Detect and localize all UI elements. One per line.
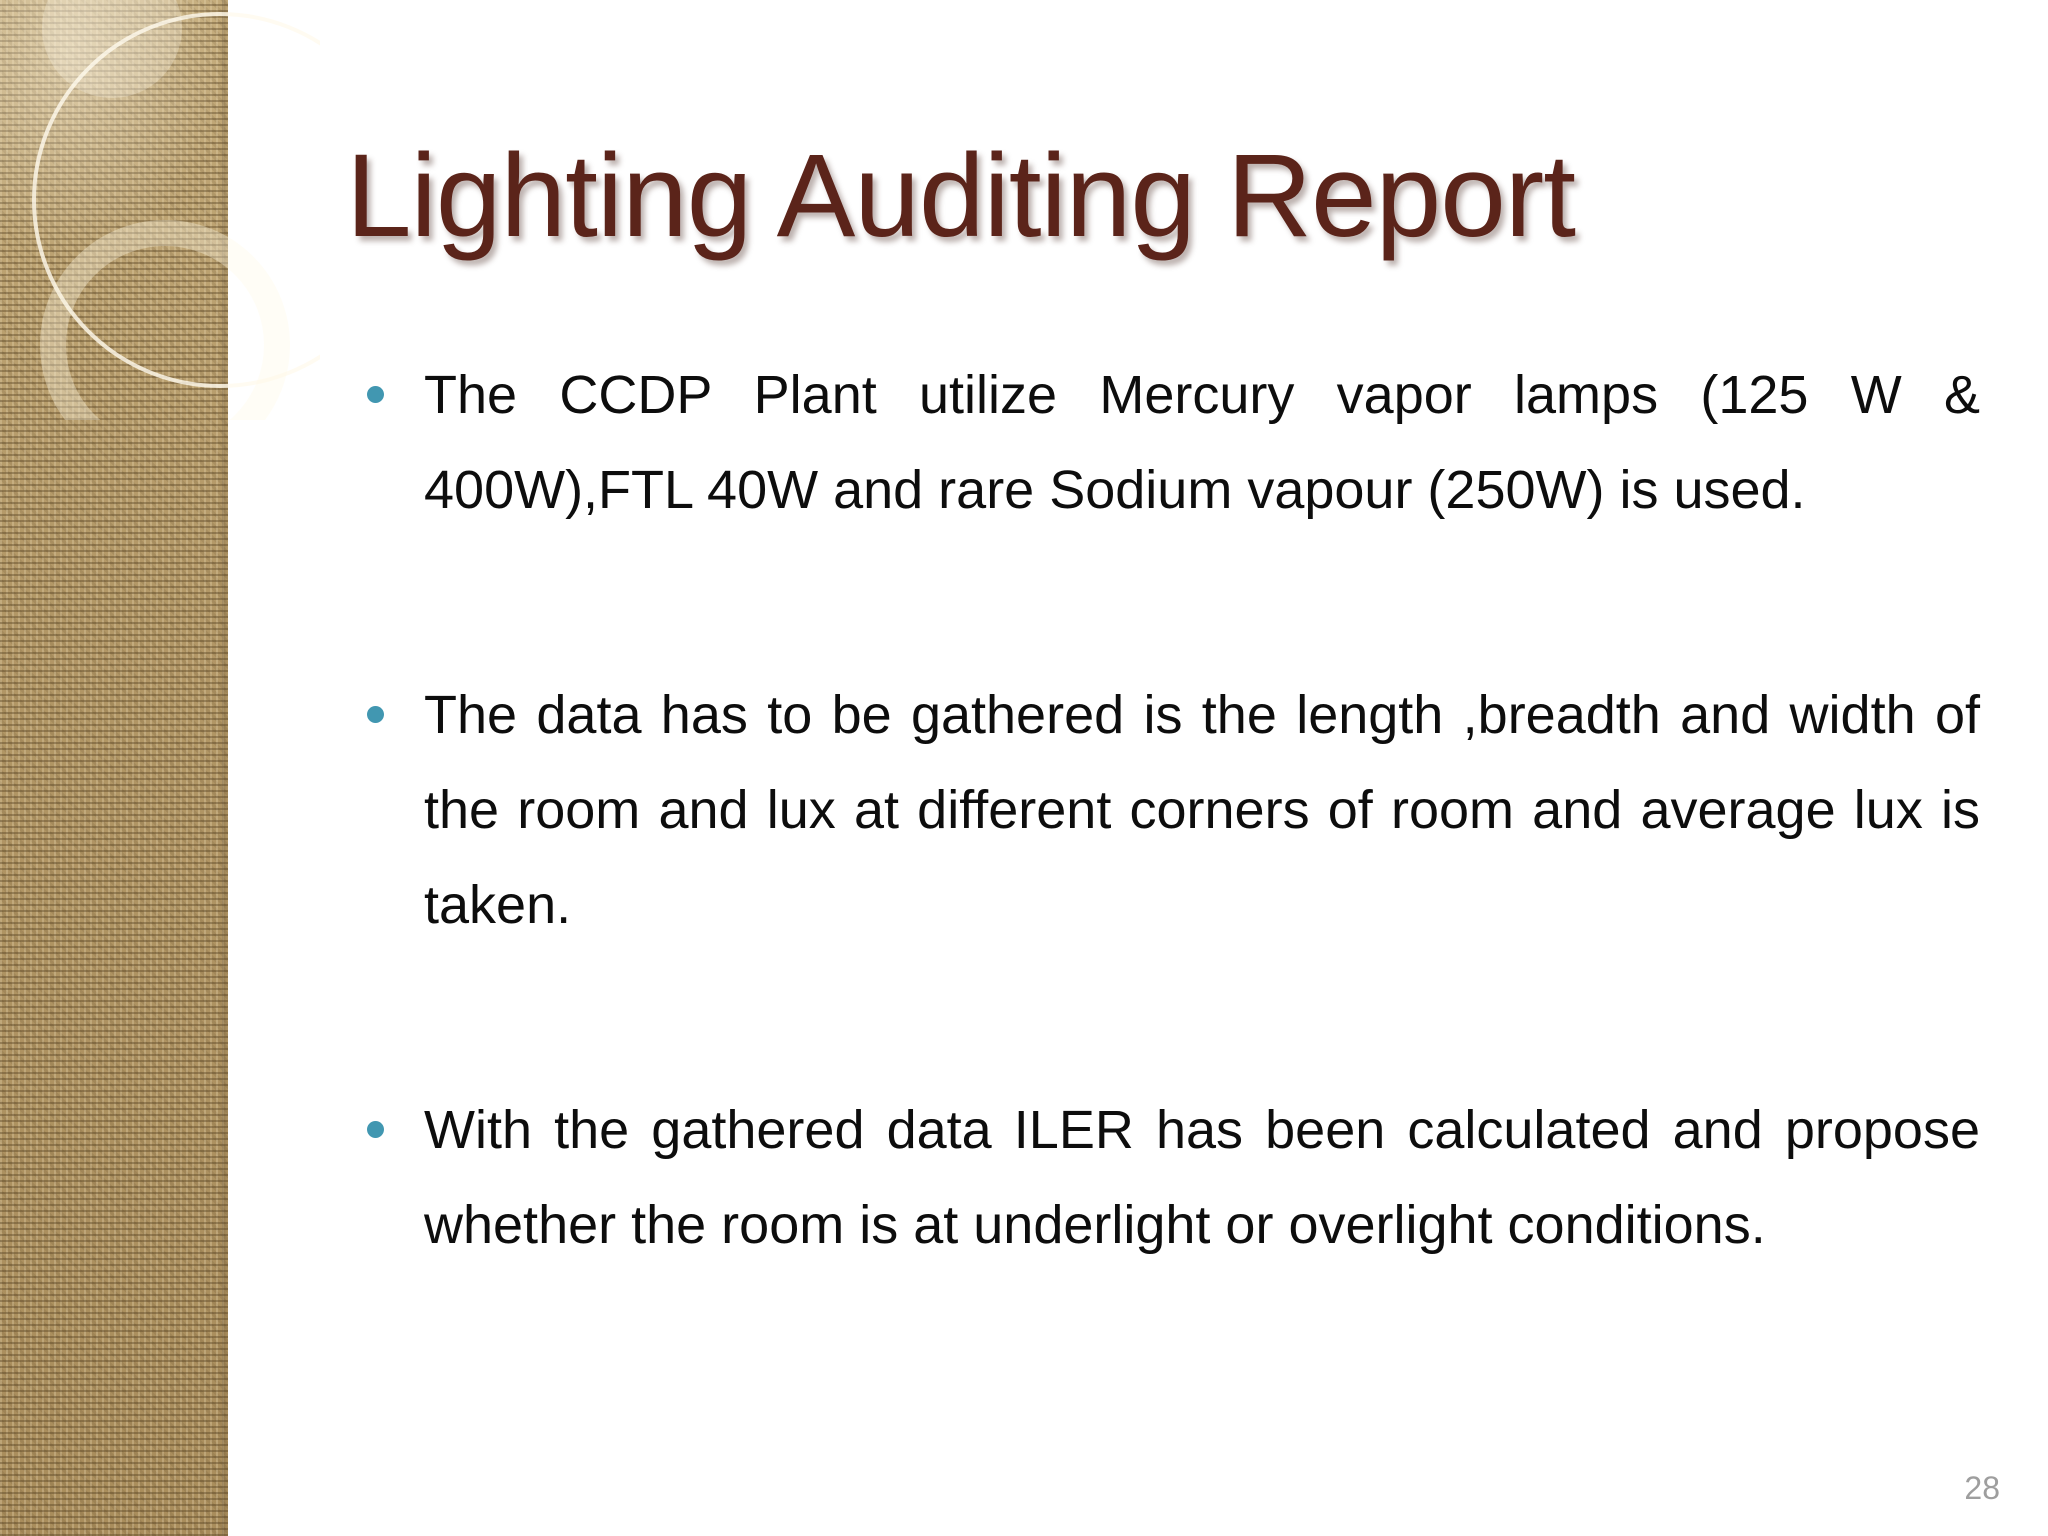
slide-number: 28 [1964,1470,2000,1506]
bullet-text: The data has to be gathered is the length ,breadth and width of the room and lux at different corners of room and average lux is taken. [424,685,1980,935]
bullet-list [360,348,1980,1273]
bullet-item [360,1083,1980,1273]
bullet-text: The CCDP Plant utilize Mercury vapor lamps (125 W & 400W),FTL 40W and rare Sodium vapour (250W) is used. [424,365,1980,520]
bullet-dot-icon [367,386,384,403]
decorative-rings [0,0,320,420]
bullet-dot-icon [367,1121,384,1138]
bullet-item [360,668,1980,953]
bullet-text: With the gathered data ILER has been calculated and propose whether the room is at underlight or overlight conditions. [424,1100,1980,1255]
soft-glow-circle [42,0,182,98]
small-ring [53,233,277,420]
bullet-item [360,348,1980,538]
slide-title: Lighting Auditing Report [346,130,1576,262]
bullet-dot-icon [367,706,384,723]
